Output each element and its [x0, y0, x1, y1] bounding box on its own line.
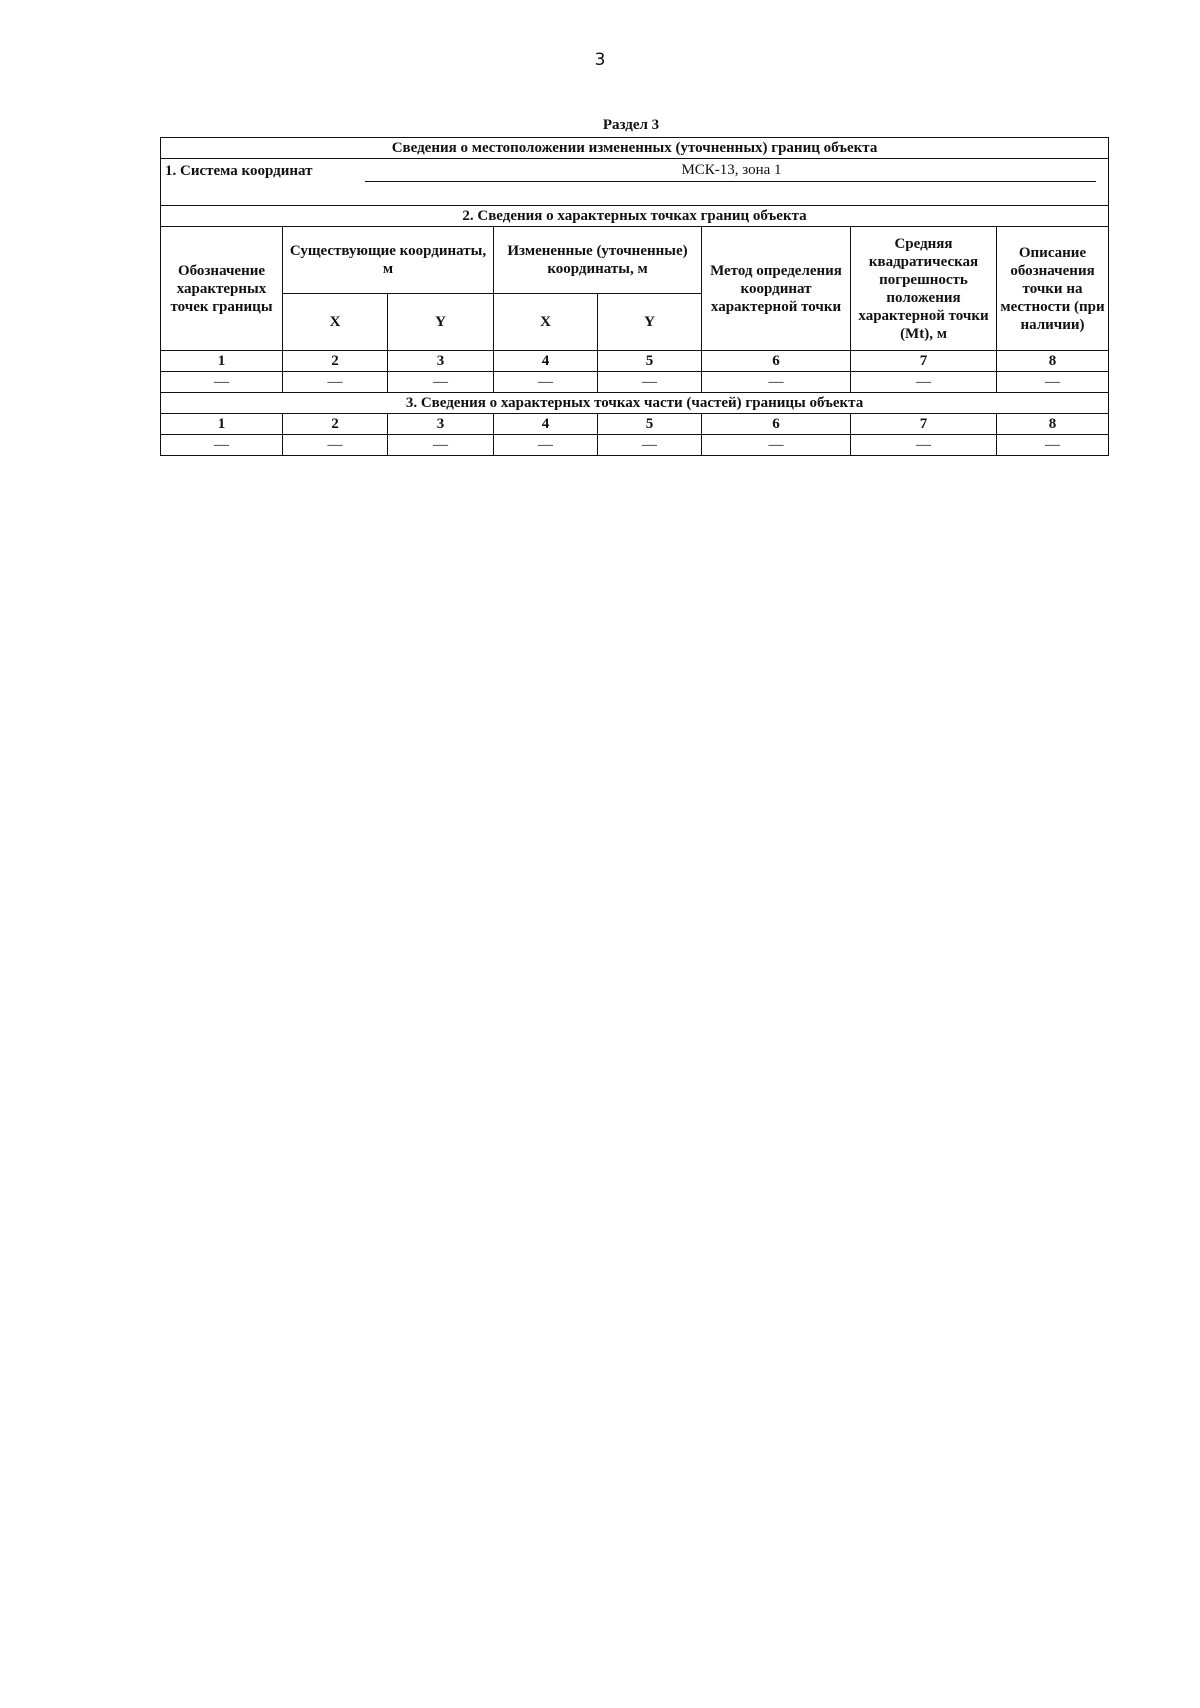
column-number: 4 — [494, 351, 598, 372]
column-number: 1 — [161, 351, 283, 372]
coordinate-system-label: 1. Система координат — [165, 163, 313, 179]
table-cell: — — [161, 435, 283, 456]
column-number: 7 — [851, 351, 997, 372]
column-numbers-row — [161, 414, 1109, 435]
table-cell: — — [283, 435, 388, 456]
column-number: 6 — [702, 351, 851, 372]
table-cell: — — [851, 435, 997, 456]
table-cell: — — [494, 372, 598, 393]
table-cell: — — [161, 372, 283, 393]
table-cell: — — [702, 435, 851, 456]
column-numbers-row — [161, 351, 1109, 372]
column-number: 3 — [388, 414, 494, 435]
column-number: 7 — [851, 414, 997, 435]
table-cell: — — [702, 372, 851, 393]
table-cell: — — [851, 372, 997, 393]
column-number: 6 — [702, 414, 851, 435]
column-number: 3 — [388, 351, 494, 372]
subsection3-title: 3. Сведения о характерных точках части (частей) границы объекта — [161, 393, 1109, 414]
column-error: Средняя квадратическая погрешность положения характерной точки (Mt), м — [851, 227, 997, 351]
column-number: 8 — [997, 351, 1109, 372]
table-row — [161, 372, 1109, 393]
column-number: 5 — [598, 351, 702, 372]
column-existing-y: Y — [388, 294, 494, 351]
table-cell: — — [283, 372, 388, 393]
column-number: 2 — [283, 351, 388, 372]
page-number: 3 — [594, 50, 606, 70]
column-number: 8 — [997, 414, 1109, 435]
table-title: Сведения о местоположении измененных (уточненных) границ объекта — [161, 138, 1109, 159]
table-row — [161, 435, 1109, 456]
column-changed-y: Y — [598, 294, 702, 351]
table-cell: — — [494, 435, 598, 456]
column-number: 2 — [283, 414, 388, 435]
column-existing-coordinates: Существующие координаты, м — [283, 227, 494, 294]
coordinate-system-value: МСК-13, зона 1 — [365, 161, 1096, 182]
subsection2-title: 2. Сведения о характерных точках границ объекта — [161, 206, 1109, 227]
column-designation: Обозначение характерных точек границы — [161, 227, 283, 351]
table-cell: — — [388, 435, 494, 456]
column-number: 1 — [161, 414, 283, 435]
column-number: 5 — [598, 414, 702, 435]
column-existing-x: X — [283, 294, 388, 351]
section-title: Раздел 3 — [602, 117, 660, 133]
column-number: 4 — [494, 414, 598, 435]
column-method: Метод определения координат характерной точки — [702, 227, 851, 351]
table-cell: — — [997, 435, 1109, 456]
column-changed-coordinates: Измененные (уточненные) координаты, м — [494, 227, 702, 294]
table-cell: — — [598, 372, 702, 393]
column-description: Описание обозначения точки на местности (при наличии) — [997, 227, 1109, 351]
table-cell: — — [388, 372, 494, 393]
coordinate-system-row — [161, 159, 1109, 206]
table-cell: — — [997, 372, 1109, 393]
column-changed-x: X — [494, 294, 598, 351]
table-cell: — — [598, 435, 702, 456]
boundary-points-table — [160, 137, 1109, 456]
